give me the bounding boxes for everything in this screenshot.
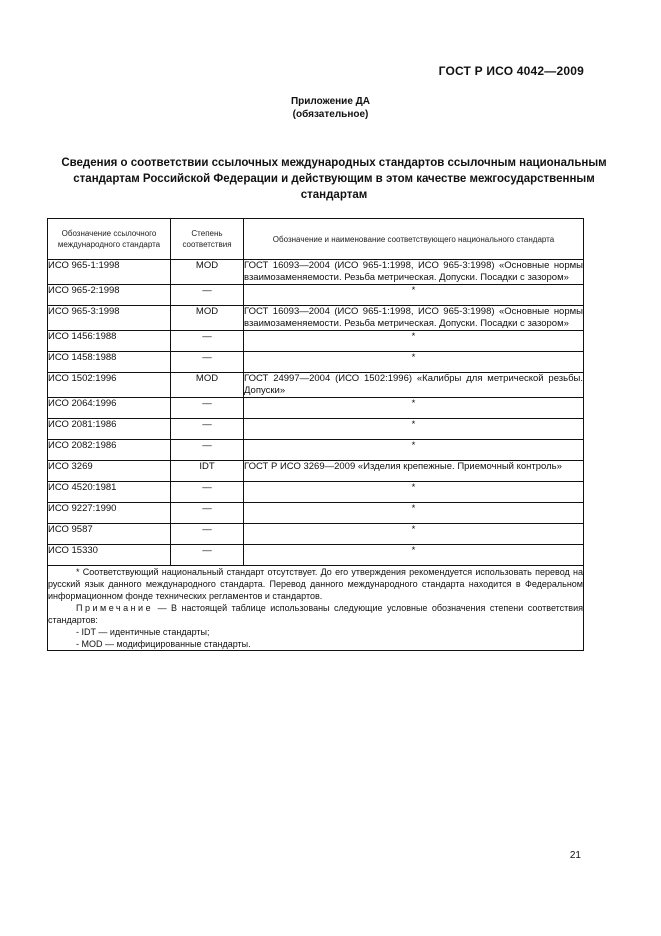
table-row [48, 545, 584, 566]
table-row [48, 352, 584, 373]
cell-national: * [244, 482, 584, 503]
note-text: — В настоящей таблице использованы следующие условные обозначения степени соответствия стандартов: [48, 603, 583, 625]
cell-intl: ИСО 2082:1986 [48, 440, 171, 461]
header-degree: Степень соответствия [171, 219, 244, 260]
appendix-subtitle: (обязательное) [292, 109, 369, 120]
cell-intl: ИСО 2081:1986 [48, 419, 171, 440]
cell-national: ГОСТ 16093—2004 (ИСО 965-1:1998, ИСО 965-3:1998) «Основные нормы взаимозаменяемости. Резьба метрическая. Допуски. Посадки с зазором» [244, 306, 583, 329]
cell-degree: — [171, 545, 244, 566]
cell-national: * [244, 331, 584, 352]
section-title [40, 155, 628, 203]
table-row [48, 331, 584, 352]
cell-degree: — [171, 331, 244, 352]
cell-degree: — [171, 524, 244, 545]
cell-degree: — [171, 398, 244, 419]
cell-national: * [244, 398, 584, 419]
cell-intl: ИСО 965-1:1998 [48, 260, 171, 285]
table-row [48, 285, 584, 306]
cell-degree: — [171, 285, 244, 306]
cell-degree: MOD [171, 373, 244, 398]
cell-intl: ИСО 2064:1996 [48, 398, 171, 419]
header-national-standard: Обозначение и наименование соответствующего национального стандарта [244, 219, 584, 260]
cell-intl: ИСО 15330 [48, 545, 171, 566]
cell-intl: ИСО 3269 [48, 461, 171, 482]
footnote: * Соответствующий национальный стандарт отсутствует. До его утверждения рекомендуется использовать перевод на русский язык данного международного стандарта. Перевод данного международного стандарта находится в Федеральном информационном фонде технических регламентов и стандартов. [48, 567, 583, 601]
table-header-row [48, 219, 584, 260]
table-row [48, 524, 584, 545]
cell-degree: — [171, 352, 244, 373]
document-code: ГОСТ Р ИСО 4042—2009 [438, 64, 584, 78]
cell-intl: ИСО 1456:1988 [48, 331, 171, 352]
table-row [48, 440, 584, 461]
table-notes-row [48, 566, 584, 651]
cell-national: * [244, 352, 584, 373]
cell-intl: ИСО 9587 [48, 524, 171, 545]
cell-national: * [244, 419, 584, 440]
cell-degree: — [171, 419, 244, 440]
cell-national: * [244, 440, 584, 461]
cell-national: ГОСТ 16093—2004 (ИСО 965-1:1998, ИСО 965-3:1998) «Основные нормы взаимозаменяемости. Резьба метрическая. Допуски. Посадки с зазором» [244, 260, 583, 283]
appendix-title: Приложение ДА [290, 96, 371, 107]
table-notes [48, 566, 584, 651]
cell-national: * [244, 285, 584, 306]
cell-degree: — [171, 482, 244, 503]
legend-item: - IDT — идентичные стандарты; [76, 627, 210, 637]
cell-intl: ИСО 9227:1990 [48, 503, 171, 524]
appendix-heading [0, 95, 661, 121]
cell-intl: ИСО 965-3:1998 [48, 306, 171, 331]
legend-item: - MOD — модифицированные стандарты. [76, 639, 251, 649]
cell-intl: ИСО 1502:1996 [48, 373, 171, 398]
cell-intl: ИСО 4520:1981 [48, 482, 171, 503]
page-number: 21 [569, 850, 581, 861]
title-line: Сведения о соответствии ссылочных международных стандартов ссылочным национальным [61, 157, 607, 169]
cell-degree: MOD [171, 260, 244, 285]
table-row [48, 373, 584, 398]
cell-national: ГОСТ 24997—2004 (ИСО 1502:1996) «Калибры для метрической резьбы. Допуски» [244, 373, 583, 396]
header-intl-standard: Обозначение ссылочного международного стандарта [48, 219, 171, 260]
title-line: стандартам Российской Федерации и действующим в этом качестве межгосударственным [73, 173, 595, 185]
cell-national: * [244, 545, 584, 566]
cell-national: * [244, 524, 584, 545]
cell-degree: MOD [171, 306, 244, 331]
cell-intl: ИСО 965-2:1998 [48, 285, 171, 306]
table-row [48, 461, 584, 482]
cell-degree: — [171, 503, 244, 524]
title-line: стандартам [300, 189, 368, 201]
cell-intl: ИСО 1458:1988 [48, 352, 171, 373]
cell-national: * [244, 503, 584, 524]
cell-degree: IDT [171, 461, 244, 482]
note [48, 602, 583, 626]
note-label: Примечание [76, 603, 154, 613]
table-row [48, 419, 584, 440]
standards-table [47, 218, 584, 651]
table-row [48, 482, 584, 503]
cell-degree: — [171, 440, 244, 461]
table-row [48, 503, 584, 524]
table-row [48, 398, 584, 419]
table-row [48, 260, 584, 285]
table-row [48, 306, 584, 331]
cell-national: ГОСТ Р ИСО 3269—2009 «Изделия крепежные. Приемочный контроль» [244, 461, 584, 482]
